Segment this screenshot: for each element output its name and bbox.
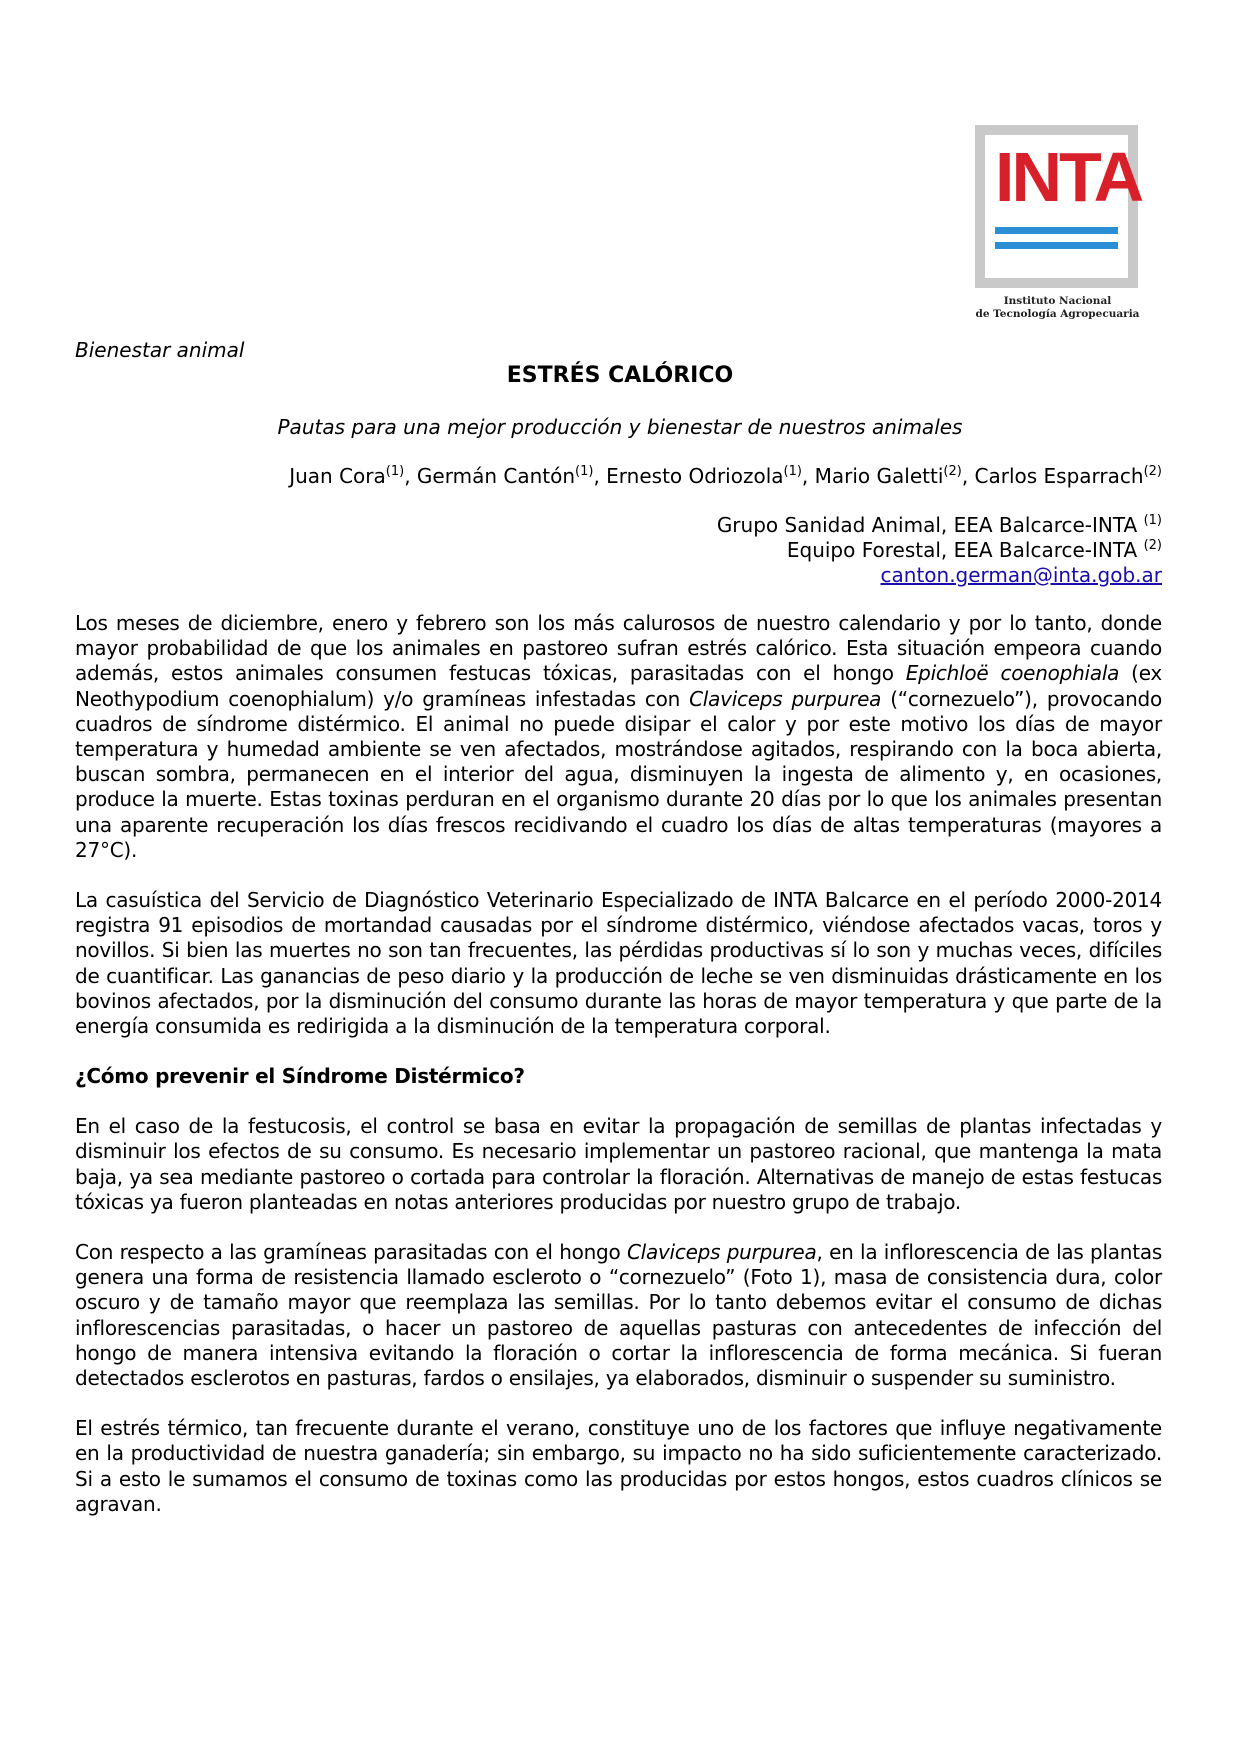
- affiliation-group-text: Grupo Sanidad Animal, EEA Balcarce-INTA: [716, 513, 1144, 537]
- inta-logo-caption: [975, 295, 1140, 321]
- section-heading: ¿Cómo prevenir el Síndrome Distérmico?: [75, 1064, 525, 1089]
- affiliation-group: [0, 513, 1162, 538]
- page-subtitle: Pautas para una mejor producción y bienestar de nuestros animales: [277, 415, 963, 439]
- inta-logo-inner: [985, 135, 1142, 278]
- author-list: [0, 462, 1162, 490]
- author-ref: (1): [783, 464, 802, 479]
- section-tag: Bienestar animal: [75, 338, 245, 362]
- inta-logo-stripe-bottom: [995, 242, 1118, 249]
- author-ref: (2): [1143, 464, 1162, 479]
- affiliation-group-ref: (1): [1143, 513, 1162, 528]
- inta-logo-caption-line1: Instituto Nacional: [1003, 295, 1112, 307]
- author-separator: ,: [404, 464, 417, 488]
- species-name: Claviceps purpurea: [689, 686, 882, 711]
- paragraph-5: El estrés térmico, tan frecuente durante el verano, constituye uno de los factores que influye negativamente en la productividad de nuestra ganadería; sin embargo, su impacto no ha sido suficientemente caracterizado. Si a esto le sumamos el consumo de toxinas como las producidas por estos hongos, estos cuadros clínicos se agravan.: [75, 1416, 1162, 1516]
- author-name: Mario Galetti: [814, 464, 944, 488]
- article-body: [75, 611, 1162, 1542]
- inta-logo-frame: [975, 125, 1142, 288]
- paragraph-4: [75, 1240, 1162, 1391]
- inta-logo: [975, 125, 1145, 325]
- page-title: ESTRÉS CALÓRICO: [506, 363, 734, 388]
- paragraph-3: En el caso de la festucosis, el control se basa en evitar la propagación de semillas de plantas infectadas y disminuir los efectos de su consumo. Es necesario implementar un pastoreo racional, que mantenga la mata baja, ya sea mediante pastoreo o cortada para controlar la floración. Alternativas de manejo de estas festucas tóxicas ya fueron planteadas en notas anteriores producidas por nuestro grupo de trabajo.: [75, 1114, 1162, 1214]
- author-separator: ,: [593, 464, 607, 488]
- paragraph-1: [75, 611, 1162, 863]
- inta-logo-caption-line2: de Tecnología Agropecuaria: [975, 308, 1140, 320]
- email-link[interactable]: canton.german@inta.gob.ar: [880, 563, 1162, 587]
- species-name: Epichloë coenophiala: [905, 661, 1120, 686]
- author-separator: ,: [801, 464, 815, 488]
- affiliation-forestry-ref: (2): [1143, 538, 1162, 553]
- author-ref: (1): [385, 464, 405, 479]
- paragraph-4-text-b: , en la inflorescencia de las plantas genera una forma de resistencia llamado escleroto o “cornezuelo” (Foto 1), masa de consistencia dura, color oscuro y de tamaño mayor que reemplaza las semillas. Por lo tanto debemos evitar el consumo de dichas inflorescencias parasitadas, o hacer un pastoreo de aquellas pasturas con antecedentes de infección del hongo de manera intensiva evitando la floración o cortar la inflorescencia de forma mecánica. Si fueran detectados esclerotos en pasturas, fardos o ensilajes, ya elaborados, disminuir o suspender su suministro.: [75, 1240, 1162, 1391]
- author-name: Ernesto Odriozola: [606, 464, 784, 488]
- email-row: [0, 563, 1162, 588]
- paragraph-2: La casuística del Servicio de Diagnóstico Veterinario Especializado de INTA Balcarce en el período 2000-2014 registra 91 episodios de mortandad causadas por el síndrome distérmico, viéndose afectados vacas, toros y novillos. Si bien las muertes no son tan frecuentes, las pérdidas productivas sí lo son y muchas veces, difíciles de cuantificar. Las ganancias de peso diario y la producción de leche se ven disminuidas drásticamente en los bovinos afectados, por la disminución del consumo durante las horas de mayor temperatura y que parte de la energía consumida es redirigida a la disminución de la temperatura corporal.: [75, 888, 1162, 1039]
- affiliation-forestry-text: Equipo Forestal, EEA Balcarce-INTA: [786, 538, 1144, 562]
- inta-logo-stripe-top: [995, 227, 1118, 234]
- author-ref: (2): [943, 464, 962, 479]
- author-name: Germán Cantón: [416, 464, 576, 488]
- author-name: Juan Cora: [289, 464, 386, 488]
- species-name: Claviceps purpurea: [626, 1240, 817, 1265]
- affiliation-forestry: [0, 538, 1162, 563]
- paragraph-4-text-a: Con respecto a las gramíneas parasitadas con el hongo: [75, 1240, 627, 1265]
- paragraph-1-text-c: (“cornezuelo”), provocando cuadros de síndrome distérmico. El animal no puede disipar el calor y por este motivo los días de mayor temperatura y humedad ambiente se ven afectados, mostrándose agitados, respirando con la boca abierta, buscan sombra, permanecen en el interior del agua, disminuyen la ingesta de alimento y, en ocasiones, produce la muerte. Estas toxinas perduran en el organismo durante 20 días por lo que los animales presentan una aparente recuperación los días frescos recidivando el cuadro los días de altas temperaturas (mayores a 27°C).: [75, 686, 1162, 862]
- paragraph-1-text-b: (ex Neothypodium coenophialum) y/o gramíneas infestadas con: [75, 661, 1162, 711]
- author-ref: (1): [575, 464, 594, 479]
- author-name: Carlos Esparrach: [974, 464, 1144, 488]
- paragraph-1-text-a: Los meses de diciembre, enero y febrero son los más calurosos de nuestro calendario y por lo tanto, donde mayor probabilidad de que los animales en pastoreo sufran estrés calórico. Esta situación empeora cuando además, estos animales consumen festucas tóxicas, parasitadas con el hongo: [75, 611, 1162, 686]
- author-separator: ,: [961, 464, 975, 488]
- affiliations: [0, 513, 1162, 588]
- inta-logo-word: INTA: [995, 138, 1142, 216]
